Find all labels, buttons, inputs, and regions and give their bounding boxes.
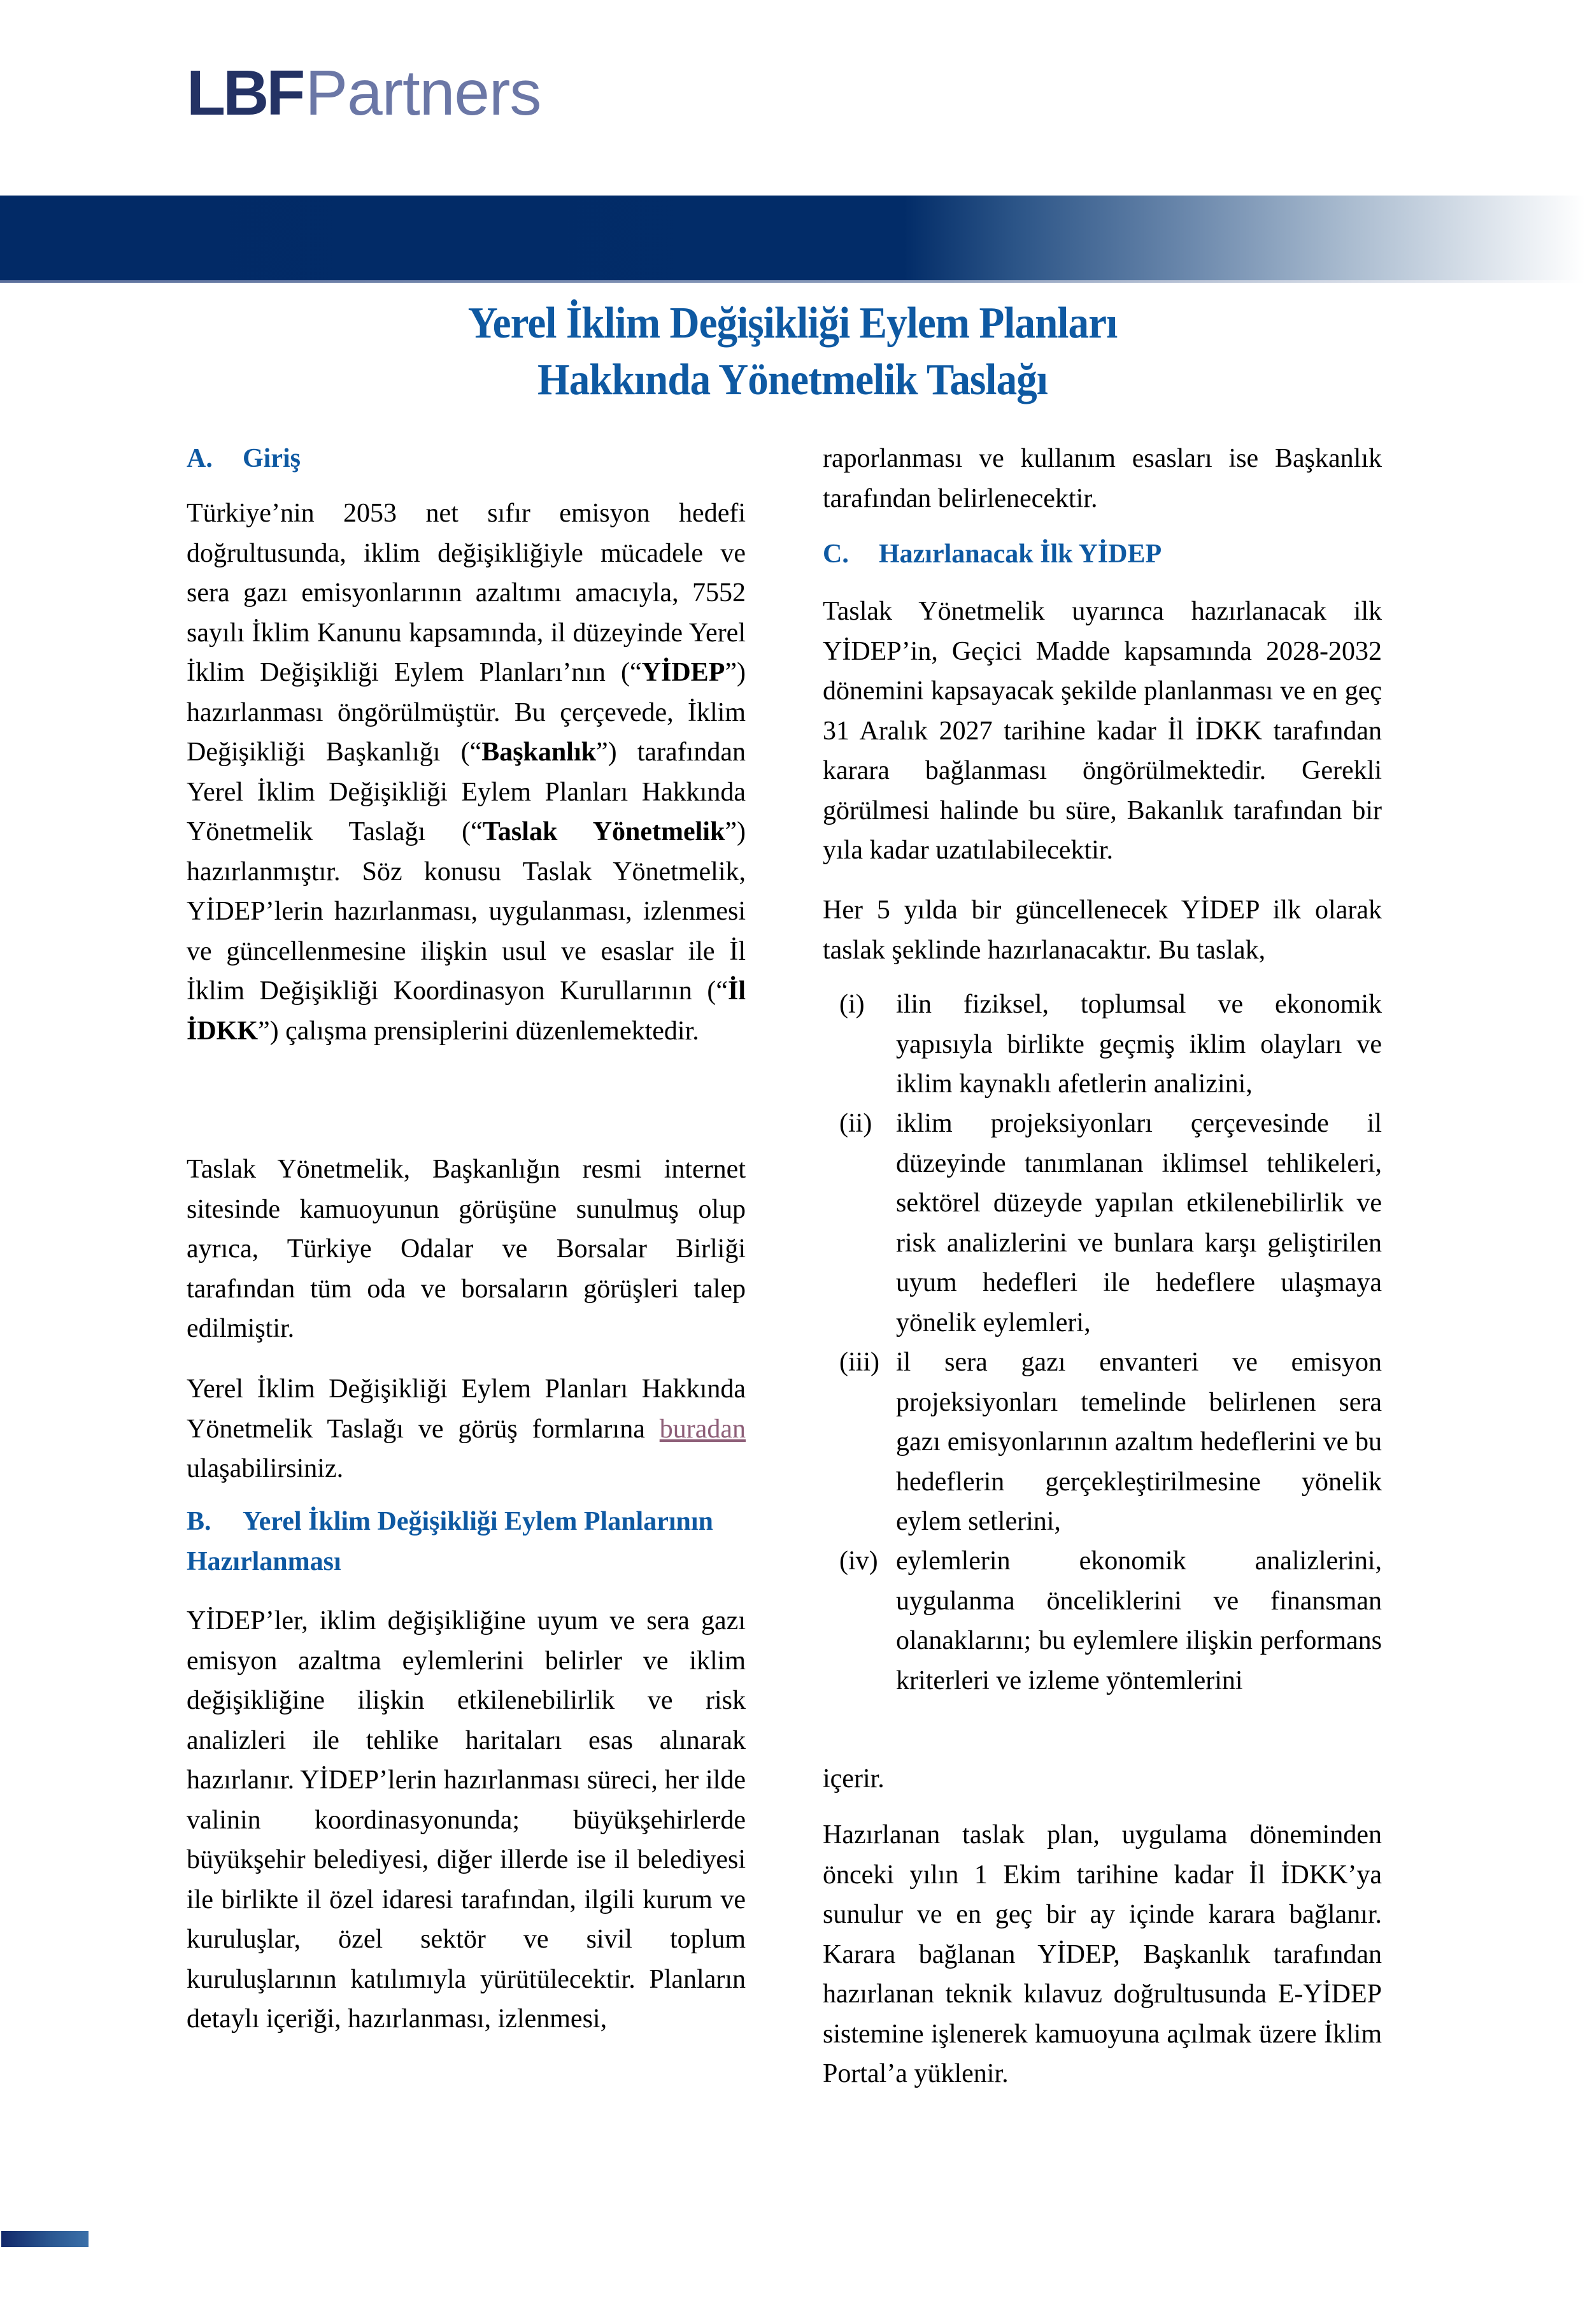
defined-term-il-idkk: İl İDKK <box>187 976 746 1046</box>
defined-term-taslak-yonetmelik: Taslak Yönetmelik <box>482 817 725 846</box>
section-c-heading <box>823 534 1162 574</box>
defined-term-baskanlik: Başkanlık <box>481 738 596 767</box>
section-a-paragraph-3 <box>187 1369 746 1489</box>
section-c-paragraph-3: içerir. <box>823 1764 885 1793</box>
list-item-text: eylemlerin ekonomik analizlerini, uygulanma önceliklerini ve finansman olanaklarını; bu eylemlere ilişkin performans kriterleri ve izleme yöntemlerini <box>896 1546 1382 1695</box>
section-b-paragraph-1-continued: raporlanması ve kullanım esasları ise Başkanlık tarafından belirlenecektir. <box>823 444 1382 513</box>
list-marker: (iv) <box>839 1546 878 1576</box>
list-item-text: iklim projeksiyonları çerçevesinde il düzeyinde tanımlanan iklimsel tehlikeleri, sektörel düzeyde yapılan etkilenebilirlik ve risk analizlerini ve bunlara karşı geliştirilen uyum hedefleri ile hedeflere ulaşmaya yönelik eylemleri, <box>896 1109 1382 1337</box>
list-item-iii <box>823 1343 1382 1541</box>
text-run: ”) tarafından Yerel İklim Değişikliği Eylem Planları Hakkında Yönetmelik Taslağı (“ <box>187 738 746 846</box>
section-c-number: C. <box>823 539 849 569</box>
logo-mark-light: Partners <box>305 57 541 129</box>
text-run: ”) çalışma prensiplerini düzenlemektedir. <box>258 1016 699 1046</box>
text-run: Türkiye’nin 2053 net sıfır emisyon hedefi doğrultusunda, iklim değişikliğiyle mücadele ve sera gazı emisyonlarının azaltımı amacıyla, 7552 sayılı İklim Kanunu kapsamında, il düzeyinde Yerel İklim Değişikliği Eylem Planları’nın (“ <box>187 499 746 687</box>
footer-accent-bar <box>1 2231 89 2247</box>
section-b-paragraph-1: YİDEP’ler, iklim değişikliğine uyum ve sera gazı emisyon azaltma eylemlerini belirler ve iklim değişikliğine ilişkin etkilenebilirlik ve risk analizleri ile tehlike haritaları esas alınarak hazırlanır. YİDEP’lerin hazırlanması süreci, her ilde valinin koordinasyonunda; büyükşehirlerde büyükşehir belediyesi, diğer illerde ise il belediyesi ile birlikte il özel idaresi tarafından, ilgili kurum ve kuruluşlar, özel sektör ve sivil toplum kuruluşlarının katılımıyla yürütülecektir. Planların detaylı içeriği, hazırlanması, izlenmesi, <box>187 1606 746 2034</box>
section-c-paragraph-2: Her 5 yılda bir güncellenecek YİDEP ilk olarak taslak şeklinde hazırlanacaktır. Bu taslak, <box>823 895 1382 965</box>
section-c-title: Hazırlanacak İlk YİDEP <box>879 539 1162 569</box>
section-a-paragraph-2: Taslak Yönetmelik, Başkanlığın resmi internet sitesinde kamuoyunun görüşüne sunulmuş olup ayrıca, Türkiye Odalar ve Borsalar Birliği tarafından tüm oda ve borsaların görüşleri talep edilmiştir. <box>187 1155 746 1343</box>
lbf-partners-logo <box>187 57 541 129</box>
buradan-link[interactable]: buradan <box>659 1414 746 1444</box>
header-banner <box>0 196 1585 280</box>
section-a-title: Giriş <box>243 444 301 473</box>
section-b-number: B. <box>187 1507 211 1536</box>
section-b-title-line-1: Yerel İklim Değişikliği Eylem Planlarının <box>243 1507 713 1536</box>
document-title-line-1: Yerel İklim Değişikliği Eylem Planları <box>467 299 1118 348</box>
document-title-line-2: Hakkında Yönetmelik Taslağı <box>537 355 1048 404</box>
text-run: ”) hazırlanması öngörülmüştür. Bu çerçevede, İklim Değişikliği Başkanlığı (“ <box>187 658 746 767</box>
text-run: Yerel İklim Değişikliği Eylem Planları Hakkında Yönetmelik Taslağı ve görüş formlarına <box>187 1374 746 1444</box>
list-item-i <box>823 985 1382 1106</box>
list-item-iv <box>823 1541 1382 1740</box>
section-c-paragraph-4: Hazırlanan taslak plan, uygulama döneminden önceki yılın 1 Ekim tarihine kadar İl İDKK’ya sunulur ve en geç bir ay içinde karara bağlanır. Karara bağlanan YİDEP, Başkanlık tarafından hazırlanan teknik kılavuz doğrultusunda E-YİDEP sistemine işlenerek kamuoyuna açılmak üzere İklim Portal’a yüklenir. <box>823 1820 1382 2088</box>
list-marker: (i) <box>839 990 865 1019</box>
text-run: ulaşabilirsiniz. <box>187 1454 344 1483</box>
list-marker: (ii) <box>839 1109 872 1138</box>
list-item-text: il sera gazı envanteri ve emisyon projeksiyonları temelinde belirlenen sera gazı emisyonlarının azaltım hedeflerini ve bu hedeflerin gerçekleştirilmesine yönelik eylem setlerini, <box>896 1348 1382 1536</box>
section-a-paragraph-1 <box>187 494 746 1051</box>
text-run: ”) hazırlanmıştır. Söz konusu Taslak Yönetmelik, YİDEP’lerin hazırlanması, uygulanması, izlenmesi ve güncellenmesine ilişkin usul ve esaslar ile İl İklim Değişikliği Koordinasyon Kurullarının (“ <box>187 817 746 1006</box>
list-item-ii <box>823 1104 1382 1343</box>
section-a-heading <box>187 439 301 479</box>
defined-term-yidep: YİDEP <box>641 658 725 687</box>
section-b-title-line-2: Hazırlanması <box>187 1546 341 1576</box>
list-item-text: ilin fiziksel, toplumsal ve ekonomik yapısıyla birlikte geçmiş iklim olayları ve iklim kaynaklı afetlerin analizini, <box>896 990 1382 1099</box>
section-a-number: A. <box>187 444 213 473</box>
list-marker: (iii) <box>839 1348 879 1377</box>
section-c-paragraph-1: Taslak Yönetmelik uyarınca hazırlanacak ilk YİDEP’in, Geçici Madde kapsamında 2028-2032 dönemini kapsayacak şekilde planlanması ve en geç 31 Aralık 2027 tarihine kadar İl İDKK tarafından karara bağlanması öngörülmektedir. Gerekli görülmesi halinde bu süre, Bakanlık tarafından bir yıla kadar uzatılabilecektir. <box>823 597 1382 865</box>
logo-mark-bold: LBF <box>187 57 303 129</box>
header-banner-rule <box>0 280 1585 283</box>
section-b-heading <box>187 1502 746 1581</box>
